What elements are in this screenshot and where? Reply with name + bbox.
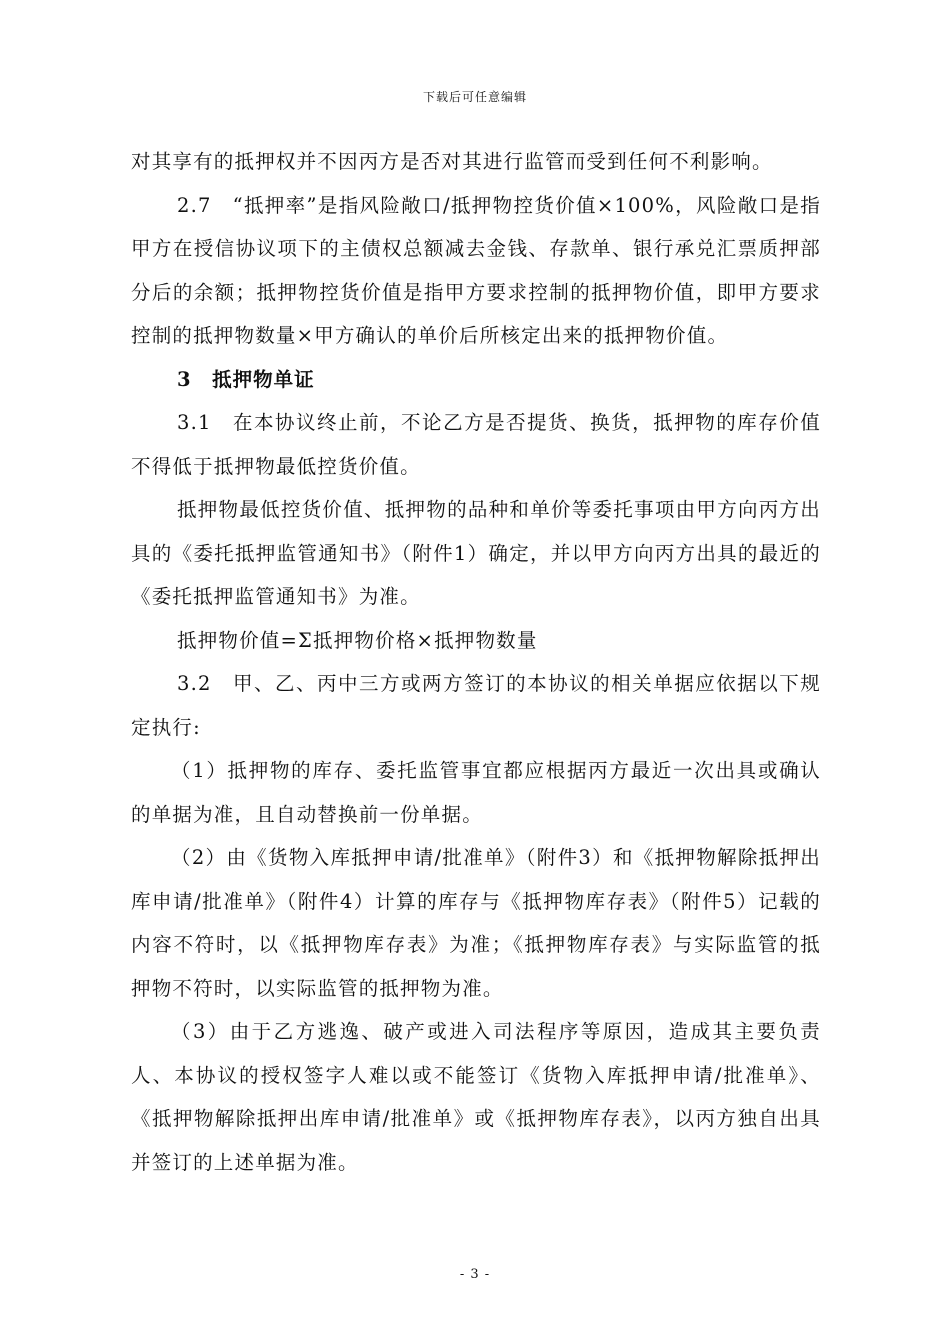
formula-line: 抵押物价值=Σ抵押物价格×抵押物数量 (177, 628, 538, 652)
clause-3-2: 3.2 甲、乙、丙中三方或两方签订的本协议的相关单据应依据以下规定执行: (131, 672, 821, 739)
page-number: - 3 - (459, 1267, 491, 1282)
item-2: （2）由《货物入库抵押申请/批准单》（附件3）和《抵押物解除抵押出库申请/批准单》（附件4）计算的库存与《抵押物库存表》（附件5）记载的内容不符时，以《抵押物库存表》为准；《抵押物库存表》与实际监管的抵押物不符时，以实际监管的抵押物为准。 (131, 846, 821, 1000)
item-3: （3）由于乙方逃逸、破产或进入司法程序等原因，造成其主要负责人、本协议的授权签字人难以或不能签订《货物入库抵押申请/批准单》、《抵押物解除抵押出库申请/批准单》或《抵押物库存表》，以丙方独自出具并签订的上述单据为准。 (131, 1020, 821, 1174)
item-1: （1）抵押物的库存、委托监管事宜都应根据丙方最近一次出具或确认的单据为准，且自动替换前一份单据。 (131, 759, 821, 826)
clause-3-1: 3.1 在本协议终止前，不论乙方是否提货、换货，抵押物的库存价值不得低于抵押物最低控货价值。 (131, 411, 821, 478)
paragraph-continuation: 对其享有的抵押权并不因丙方是否对其进行监管而受到任何不利影响。 (131, 150, 773, 173)
clause-2-7: 2.7 “抵押率”是指风险敞口/抵押物控货价值×100%，风险敞口是指甲方在授信协议项下的主债权总额减去金钱、存款单、银行承兑汇票质押部分后的余额；抵押物控货价值是指甲方要求控制的抵押物价值，即甲方要求控制的抵押物数量×甲方确认的单价后所核定出来的抵押物价值。 (131, 193, 821, 347)
document-body (131, 140, 821, 1184)
paragraph-min-value: 抵押物最低控货价值、抵押物的品种和单价等委托事项由甲方向丙方出具的《委托抵押监管通知书》（附件1）确定，并以甲方向丙方出具的最近的《委托抵押监管通知书》为准。 (131, 498, 821, 608)
section-heading-3: 3 抵押物单证 (177, 367, 315, 391)
page-header: 下载后可任意编辑 (422, 90, 527, 104)
